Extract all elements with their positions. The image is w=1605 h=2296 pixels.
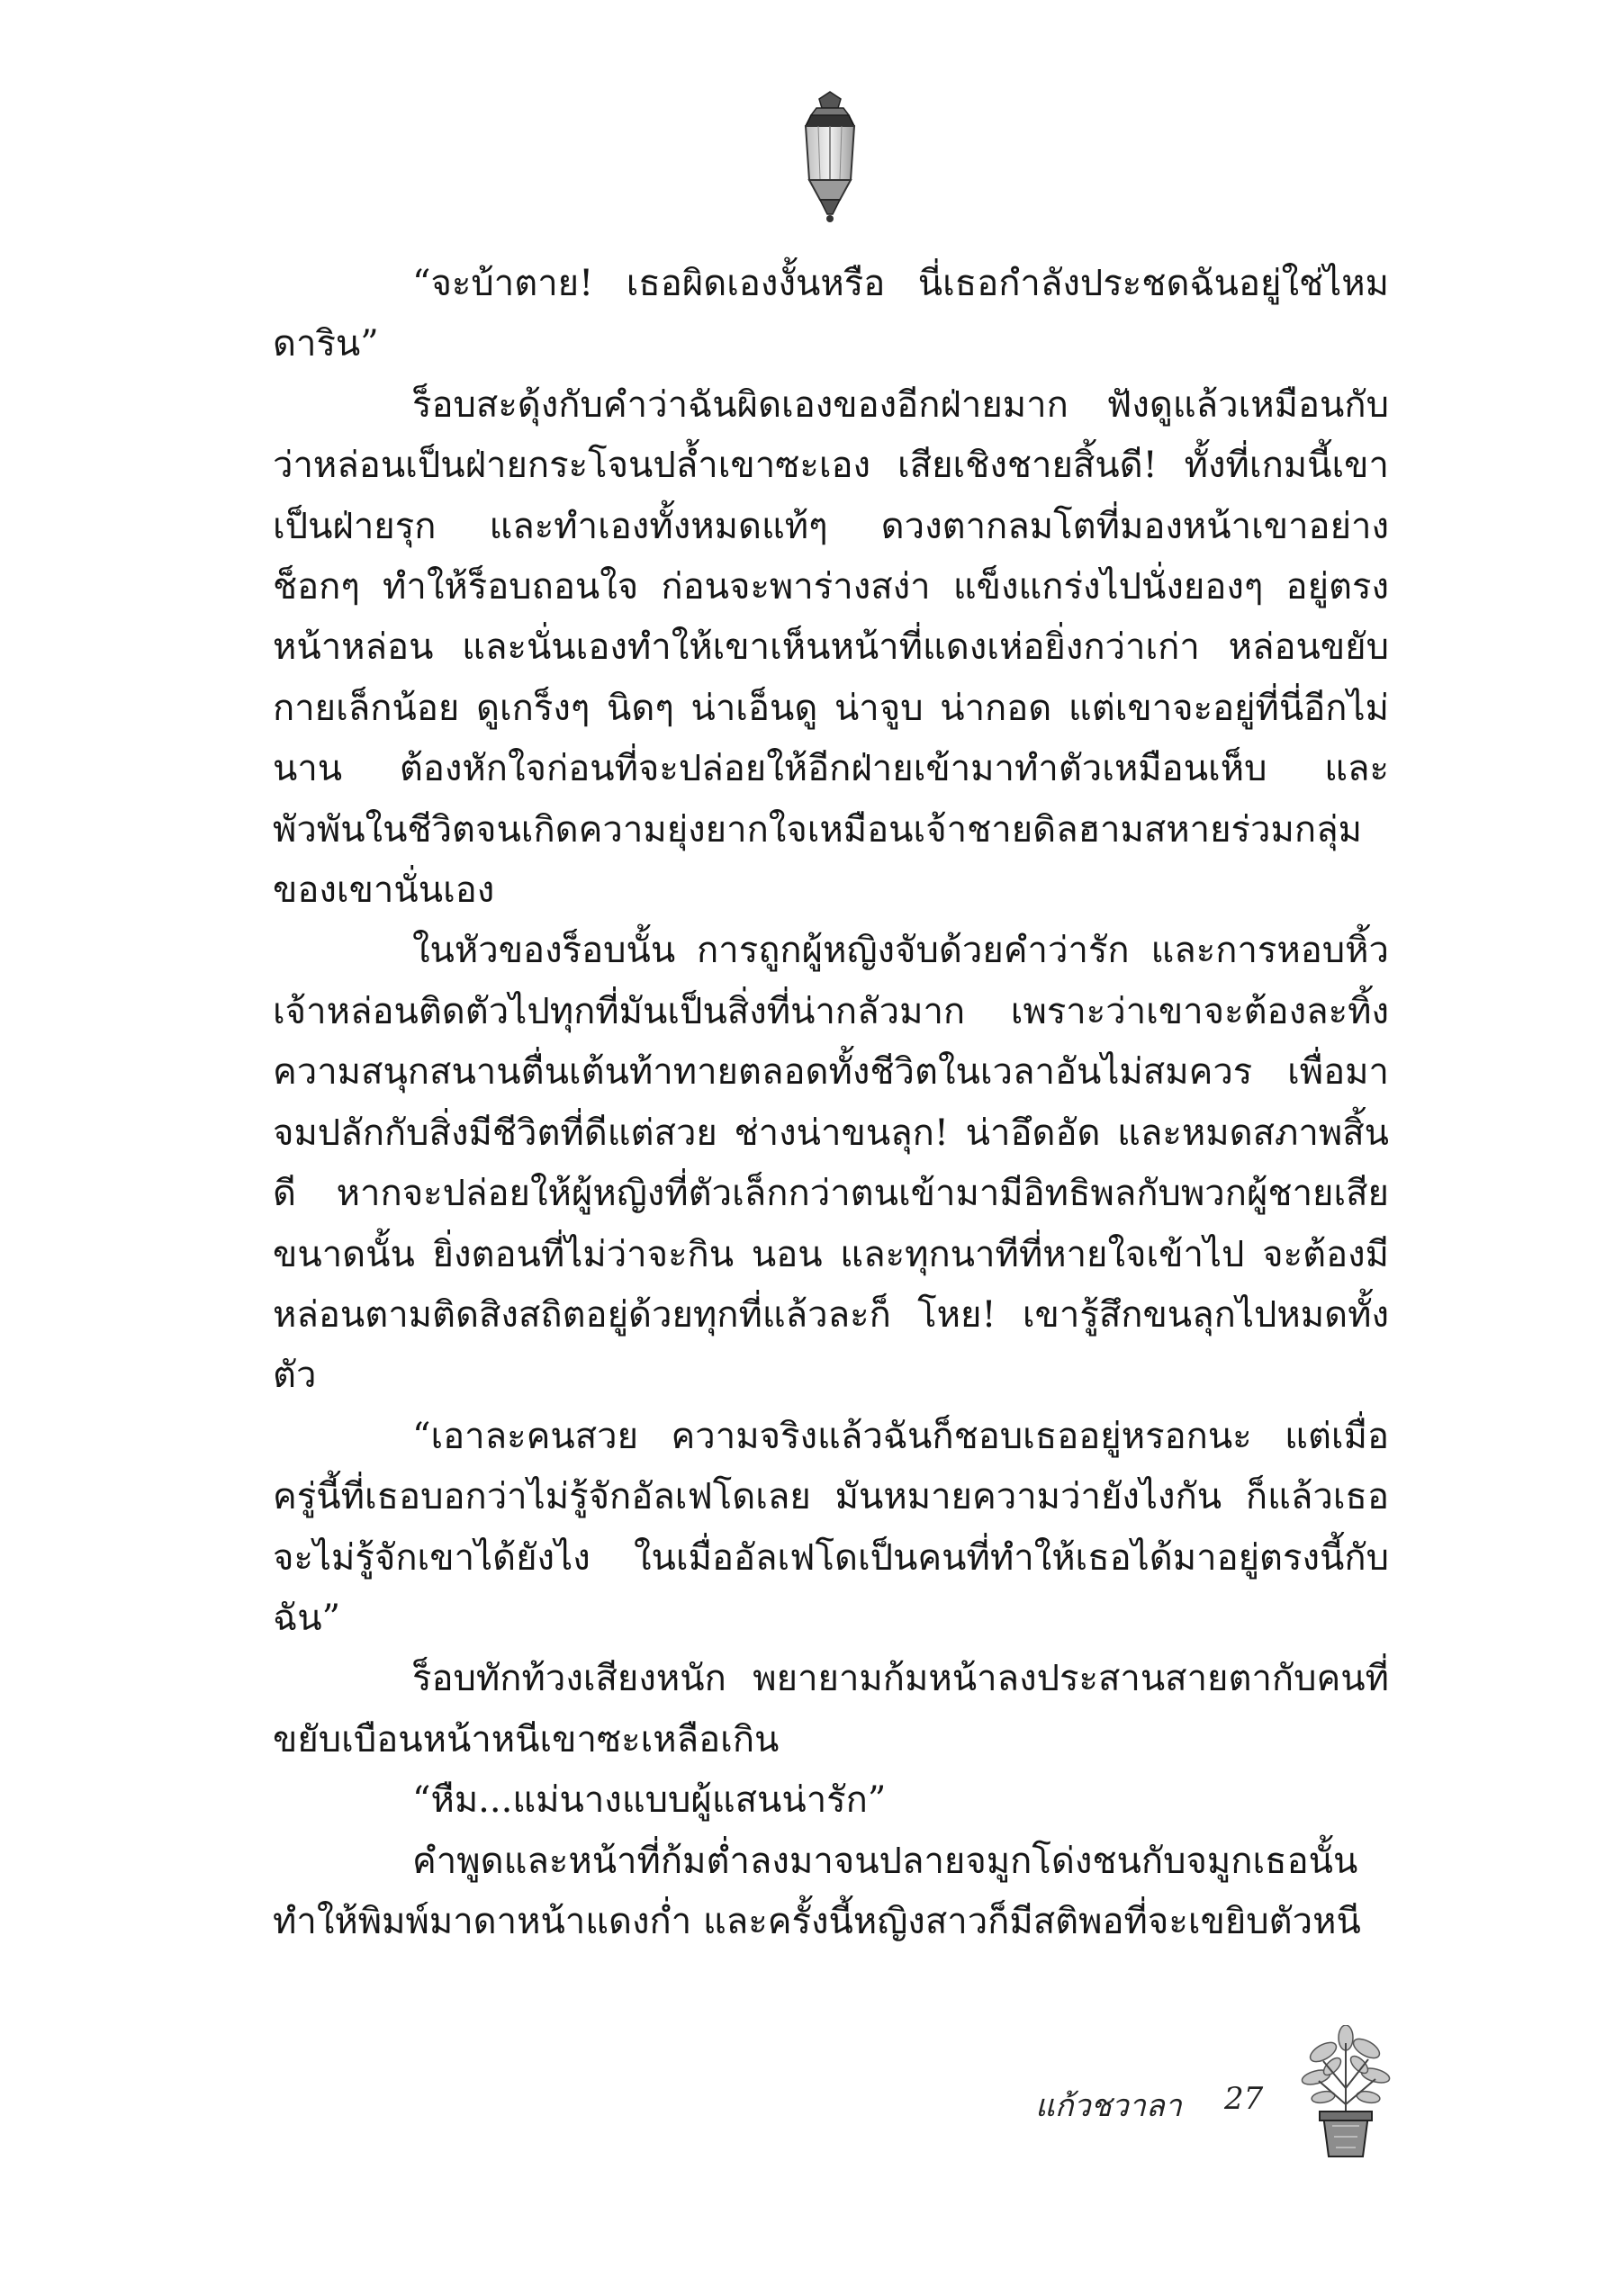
paragraph-1: “จะบ้าตาย! เธอผิดเองงั้นหรือ นี่เธอกำลังประชดฉันอยู่ใช่ไหมดาริน” [273, 263, 1389, 365]
paragraph-6: “หืม...แม่นางแบบผู้แสนน่ารัก” [412, 1779, 887, 1822]
paragraph-4: “เอาละคนสวย ความจริงแล้วฉันก็ชอบเธออยู่หรอกนะ แต่เมื่อครู่นี้ที่เธอบอกว่าไม่รู้จักอัลเฟโดเลย มันหมายความว่ายังไงกัน ก็แล้วเธอจะไม่รู้จักเขาได้ยังไง ในเมื่ออัลเฟโดเป็นคนที่ทำให้เธอได้มาอยู่ตรงนี้กับฉัน” [273, 1415, 1389, 1639]
page-number: 27 [1224, 2081, 1264, 2117]
book-title: แก้วชวาลา [1035, 2088, 1182, 2124]
paragraph-7: คำพูดและหน้าที่ก้มต่ำลงมาจนปลายจมูกโด่งชนกับจมูกเธอนั้นทำให้พิมพ์มาดาหน้าแดงก่ำ และครั้งนี้หญิงสาวก็มีสติพอที่จะเขยิบตัวหนี [273, 1840, 1361, 1942]
potted-plant-icon [1296, 2025, 1395, 2160]
paragraph-2: ร็อบสะดุ้งกับคำว่าฉันผิดเองของอีกฝ่ายมาก ฟังดูแล้วเหมือนกับว่าหล่อนเป็นฝ่ายกระโจนปล้ำเขาซะเอง เสียเชิงชายสิ้นดี! ทั้งที่เกมนี้เขาเป็นฝ่ายรุก และทำเองทั้งหมดแท้ๆ ดวงตากลมโตที่มองหน้าเขาอย่างช็อกๆ ทำให้ร็อบถอนใจ ก่อนจะพาร่างสง่า แข็งแกร่งไปนั่งยองๆ อยู่ตรงหน้าหล่อน และนั่นเองทำให้เขาเห็นหน้าที่แดงเห่อยิ่งกว่าเก่า หล่อนขยับกายเล็กน้อย ดูเกร็งๆ นิดๆ น่าเอ็นดู น่าจูบ น่ากอด แต่เขาจะอยู่ที่นี่อีกไม่นาน ต้องหักใจก่อนที่จะปล่อยให้อีกฝ่ายเข้ามาทำตัวเหมือนเห็บ และพัวพันในชีวิตจนเกิดความยุ่งยากใจเหมือนเจ้าชายดิลฮามสหายร่วมกลุ่มของเขานั่นเอง [273, 383, 1389, 912]
paragraph-3: ในหัวของร็อบนั้น การถูกผู้หญิงจับด้วยคำว่ารัก และการหอบหิ้วเจ้าหล่อนติดตัวไปทุกที่มันเป็นสิ่งที่น่ากลัวมาก เพราะว่าเขาจะต้องละทิ้งความสนุกสนานตื่นเต้นท้าทายตลอดทั้งชีวิตในเวลาอันไม่สมควร เพื่อมาจมปลักกับสิ่งมีชีวิตที่ดีแต่สวย ช่างน่าขนลุก! น่าอึดอัด และหมดสภาพสิ้นดี หากจะปล่อยให้ผู้หญิงที่ตัวเล็กกว่าตนเข้ามามีอิทธิพลกับพวกผู้ชายเสียขนาดนั้น ยิ่งตอนที่ไม่ว่าจะกิน นอน และทุกนาทีที่หายใจเข้าไป จะต้องมีหล่อนตามติดสิงสถิตอยู่ด้วยทุกที่แล้วละก็ โหย! เขารู้สึกขนลุกไปหมดทั้งตัว [273, 930, 1389, 1397]
body-text [273, 254, 1389, 1952]
lantern-icon [798, 90, 861, 225]
page-footer [900, 2052, 1404, 2178]
paragraph-5: ร็อบทักท้วงเสียงหนัก พยายามก้มหน้าลงประสานสายตากับคนที่ขยับเบือนหน้าหนีเขาซะเหลือเกิน [273, 1658, 1389, 1760]
